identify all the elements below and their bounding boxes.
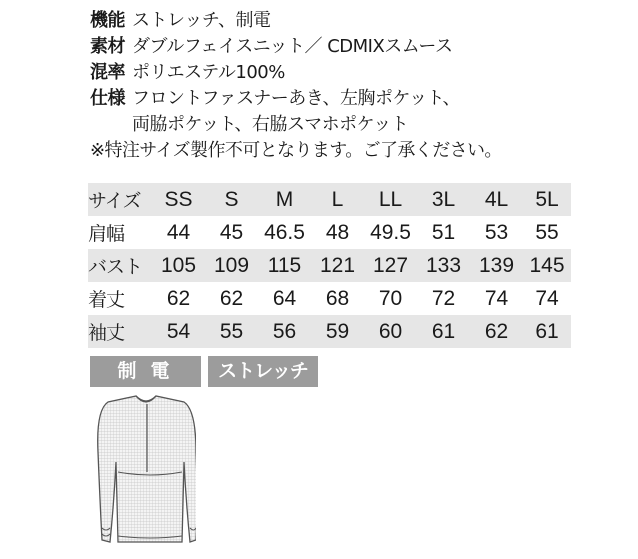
size-header: SS: [152, 183, 205, 216]
table-cell: 55: [535, 220, 559, 244]
table-cell: 68: [325, 286, 350, 310]
table-cell: 74: [484, 286, 509, 310]
table-cell: 109: [205, 249, 258, 282]
spec-features-continued: [90, 112, 502, 138]
size-header: 4L: [470, 183, 523, 216]
table-cell: 70: [378, 286, 403, 310]
size-header: LL: [364, 183, 417, 216]
table-cell: 121: [311, 249, 364, 282]
table-cell: 53: [484, 220, 509, 244]
table-cell: 127: [364, 249, 417, 282]
spec-value: フロントファスナーあき、左胸ポケット、: [132, 88, 460, 109]
table-cell: 51: [431, 220, 456, 244]
table-header-row: [88, 183, 571, 216]
size-header: M: [258, 183, 311, 216]
antistatic-badge: 制電: [90, 356, 201, 387]
size-header: L: [311, 183, 364, 216]
table-cell: 74: [535, 286, 559, 310]
spec-value: ポリエステル100%: [132, 62, 285, 83]
row-label: 着丈: [88, 289, 125, 311]
spec-list: [90, 8, 502, 164]
table-cell: 55: [205, 315, 258, 348]
size-table: [88, 183, 571, 348]
spec-label: 機能: [90, 10, 125, 31]
spec-value: 両脇ポケット、右脇スマホポケット: [132, 114, 409, 135]
table-cell: 59: [311, 315, 364, 348]
table-cell: 64: [272, 286, 297, 310]
stretch-badge: ストレッチ: [208, 356, 318, 387]
row-label: 袖丈: [88, 315, 152, 348]
custom-size-note: ※特注サイズ製作不可となります。ご了承ください。: [90, 140, 502, 161]
spec-material: [90, 34, 502, 60]
spec-features: [90, 86, 502, 112]
table-cell: 133: [417, 249, 470, 282]
header-label: サイズ: [88, 183, 152, 216]
table-cell: 115: [258, 249, 311, 282]
table-cell: 62: [219, 286, 244, 310]
table-row-bust: [88, 249, 571, 282]
spec-function: [90, 8, 502, 34]
spec-blend: [90, 60, 502, 86]
row-label: 肩幅: [88, 223, 125, 245]
spec-value: ストレッチ、制電: [132, 10, 271, 31]
table-row-sleeve: [88, 315, 571, 348]
table-cell: 44: [166, 220, 191, 244]
table-cell: 139: [470, 249, 523, 282]
table-row-length: [88, 282, 571, 315]
spec-label: 素材: [90, 36, 125, 57]
table-cell: 61: [417, 315, 470, 348]
table-cell: 62: [470, 315, 523, 348]
table-row-shoulder: [88, 216, 571, 249]
table-cell: 62: [166, 286, 191, 310]
table-cell: 49.5: [370, 220, 411, 244]
row-label: バスト: [88, 249, 152, 282]
table-cell: 60: [364, 315, 417, 348]
size-header: 5L: [523, 183, 571, 216]
table-cell: 61: [523, 315, 571, 348]
spec-value: ダブルフェイスニット／ CDMIXスムース: [132, 36, 453, 57]
size-header: S: [205, 183, 258, 216]
table-cell: 105: [152, 249, 205, 282]
spec-label: 仕様: [90, 88, 125, 109]
table-cell: 45: [219, 220, 244, 244]
table-cell: 56: [258, 315, 311, 348]
table-cell: 48: [325, 220, 350, 244]
spec-label: 混率: [90, 62, 125, 83]
table-cell: 72: [431, 286, 456, 310]
table-cell: 54: [152, 315, 205, 348]
garment-illustration: [86, 392, 196, 552]
table-cell: 145: [523, 249, 571, 282]
table-cell: 46.5: [264, 220, 305, 244]
size-header: 3L: [417, 183, 470, 216]
